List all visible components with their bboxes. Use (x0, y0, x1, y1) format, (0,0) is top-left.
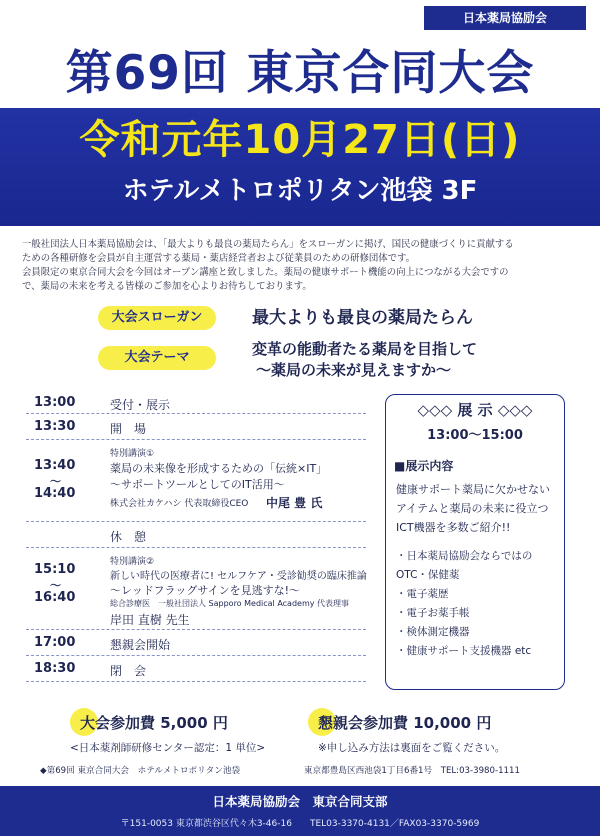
schedule-row (26, 440, 366, 522)
schedule-event: 閉 会 (110, 664, 147, 678)
exhibit-items (386, 547, 564, 661)
speaker-name: 中尾 豊 氏 (266, 496, 323, 510)
footer-address: 〒151-0053 東京都渋谷区代々木3-46-16 TEL03-3370-4131／FAX03-3370-5969 (120, 819, 480, 829)
schedule-time: 13:30 (34, 419, 76, 434)
schedule-time: 17:00 (34, 635, 76, 650)
theme-line-2: 〜薬局の未来が見えますか〜 (256, 361, 452, 379)
slogan-label: 大会スローガン (98, 306, 216, 330)
schedule-time: 18:30 (34, 661, 76, 676)
schedule-row (26, 656, 366, 682)
schedule-tilde: 〜 (50, 475, 61, 488)
schedule-time-start: 13:40 (34, 458, 76, 473)
schedule-row (26, 522, 366, 548)
lecture-title: 薬局の未来像を形成するための「伝統×IT」 (110, 462, 328, 475)
schedule-row (26, 548, 366, 630)
intro-line: で、薬局の未来を考える皆様のご参加を心よりお待ちしております。 (22, 281, 312, 292)
schedule-time-end: 14:40 (34, 486, 76, 501)
slogan-text: 最大よりも最良の薬局たらん (252, 308, 473, 328)
exhibit-time: 13:00〜15:00 (427, 428, 523, 443)
intro-text (22, 238, 582, 294)
exhibit-item: ・電子薬歴 (396, 588, 449, 600)
party-fee: 懇親会参加費 10,000 円 (318, 714, 492, 732)
event-info-left: ◆第69回 東京合同大会 ホテルメトロポリタン池袋 (40, 766, 241, 776)
schedule-row (26, 630, 366, 656)
schedule-event: 休 憩 (110, 530, 147, 544)
event-date: 令和元年10月27日(日) (79, 117, 521, 163)
speaker-affiliation: 株式会社カケハシ 代表取締役CEO (110, 499, 249, 509)
application-note: ※申し込み方法は裏面をご覧ください。 (318, 742, 506, 754)
exhibit-description: 健康サポート薬局に欠かせないアイテムと薬局の未来に役立つICT機器を多数ご紹介!! (396, 483, 550, 534)
exhibit-item: ・健康サポート支援機器 etc (396, 645, 532, 657)
lecture-subtitle: 〜サポートツールとしてのIT活用〜 (110, 478, 285, 491)
schedule-time: 13:00 (34, 395, 76, 410)
exhibit-item: ・検体測定機器 (396, 626, 470, 638)
event-venue: ホテルメトロポリタン池袋 3F (122, 176, 478, 206)
exhibit-item: ・電子お薬手帳 (396, 607, 470, 619)
schedule-tilde: 〜 (50, 579, 61, 592)
intro-line: 会員限定の東京合同大会を今回はオープン講座と致しました。薬局の健康サポート機能の向上につながる大会ですの (22, 267, 509, 278)
speaker-name: 岸田 直樹 先生 (110, 613, 190, 627)
footer-organization: 日本薬局協励会 東京合同支部 (212, 794, 388, 809)
intro-line: ための各種研修を会員が自主運営する薬局・薬店経営者および従業員のための研修団体です。 (22, 253, 416, 264)
schedule-row (26, 392, 366, 414)
organizer-tag: 日本薬局協励会 (424, 6, 586, 30)
lecture-tag: 特別講演② (110, 557, 155, 567)
schedule-event: 開 場 (110, 422, 147, 436)
exhibit-content-label: ■展示内容 (394, 459, 454, 473)
schedule-time-start: 15:10 (34, 562, 76, 577)
schedule (26, 392, 366, 682)
event-title: 第69回 東京合同大会 (65, 46, 535, 101)
intro-line: 一般社団法人日本薬局協励会は、「最大よりも最良の薬局たらん」をスローガンに掲げ、国民の健康づくりに貢献する (22, 239, 514, 250)
speaker-affiliation: 総合診療医 一般社団法人 Sapporo Medical Academy 代表理事 (110, 599, 350, 608)
schedule-time-end: 16:40 (34, 590, 76, 605)
exhibit-item: ・日本薬局協励会ならではのOTC・保健薬 (396, 550, 533, 581)
exhibit-box (385, 394, 565, 690)
conference-fee: 大会参加費 5,000 円 (80, 714, 228, 732)
theme-line-1: 変革の能動者たる薬局を目指して (252, 340, 478, 358)
lecture-tag: 特別講演① (110, 449, 155, 459)
schedule-event: 受付・展示 (110, 398, 171, 412)
theme-label: 大会テーマ (98, 346, 216, 370)
certification-note: <日本薬剤師研修センター認定：1 単位> (70, 742, 266, 754)
lecture-subtitle: 〜レッドフラッグサインを見逃すな!〜 (110, 584, 300, 597)
event-info-right: 東京都豊島区西池袋1丁目6番1号 TEL:03-3980-1111 (304, 766, 520, 776)
schedule-row (26, 414, 366, 440)
footer (0, 786, 600, 836)
lecture-title: 新しい時代の医療者に! セルフケア・受診勧奨の臨床推論 (110, 571, 367, 582)
schedule-event: 懇親会開始 (110, 638, 171, 652)
exhibit-title: ◇◇◇ 展 示 ◇◇◇ (417, 401, 533, 419)
